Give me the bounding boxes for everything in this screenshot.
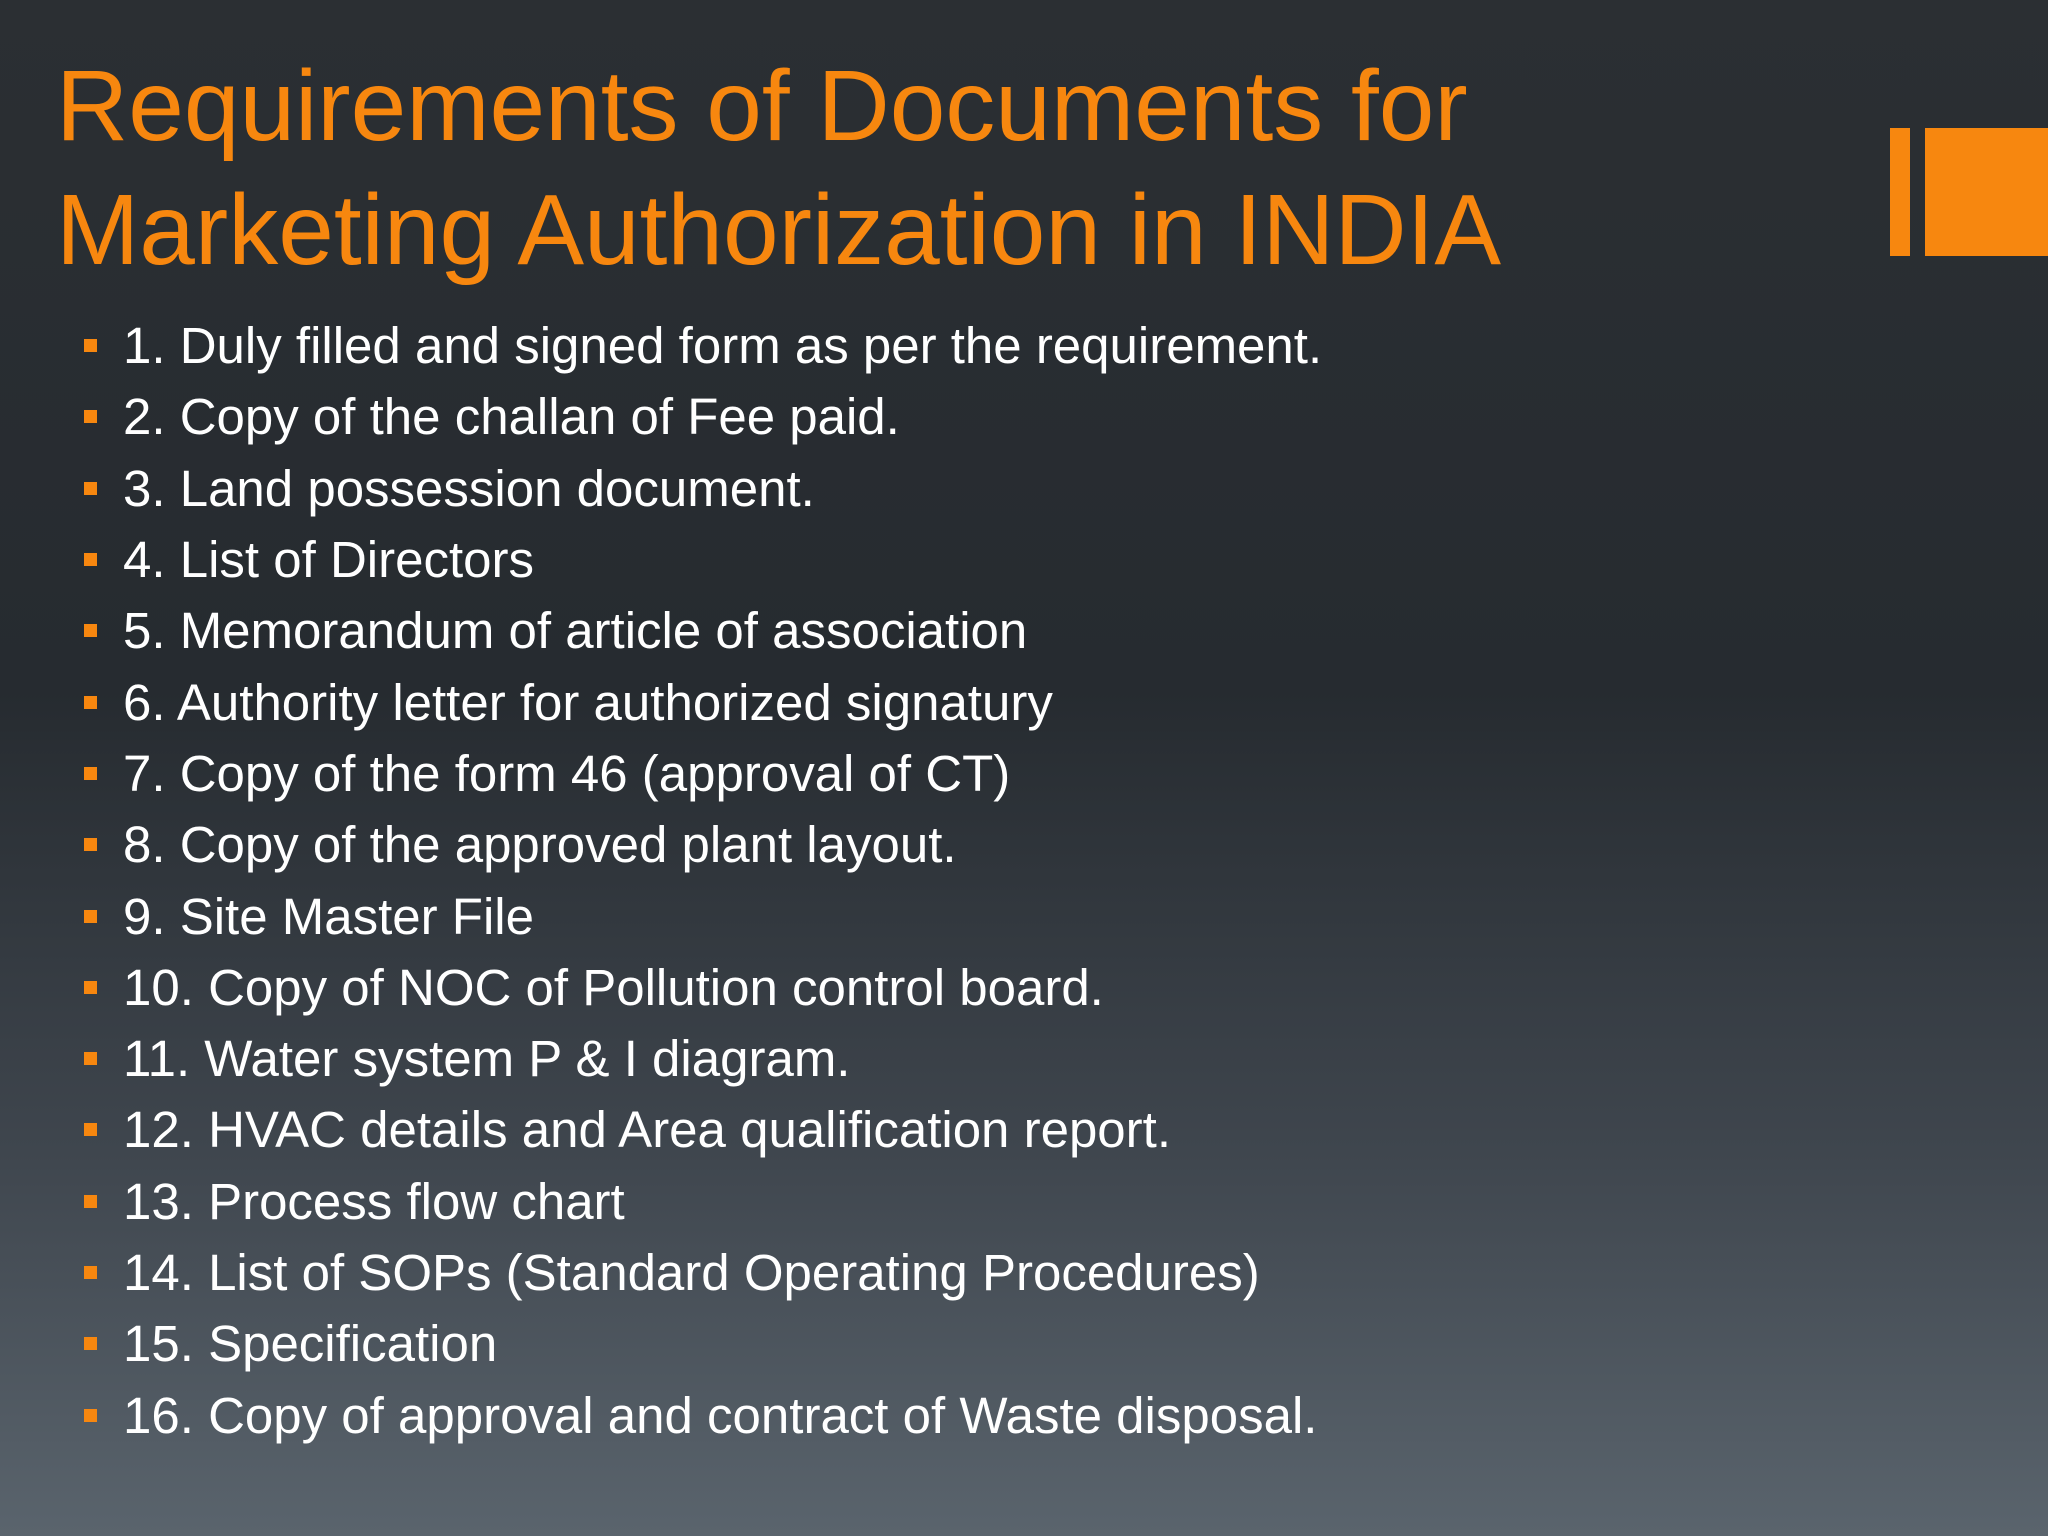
list-item: 9. Site Master File xyxy=(84,880,1322,951)
square-bullet-icon xyxy=(84,838,97,851)
square-bullet-icon xyxy=(84,767,97,780)
decorative-accent-block xyxy=(1925,128,2048,256)
square-bullet-icon xyxy=(84,1123,97,1136)
square-bullet-icon xyxy=(84,1337,97,1350)
title-line-2: Marketing Authorization in INDIA xyxy=(56,174,1502,286)
square-bullet-icon xyxy=(84,410,97,423)
square-bullet-icon xyxy=(84,910,97,923)
list-item: 7. Copy of the form 46 (approval of CT) xyxy=(84,738,1322,809)
square-bullet-icon xyxy=(84,482,97,495)
square-bullet-icon xyxy=(84,1052,97,1065)
square-bullet-icon xyxy=(84,339,97,352)
square-bullet-icon xyxy=(84,624,97,637)
square-bullet-icon xyxy=(84,696,97,709)
list-item: 5. Memorandum of article of association xyxy=(84,595,1322,666)
list-item: 6. Authority letter for authorized signatury xyxy=(84,666,1322,737)
square-bullet-icon xyxy=(84,1195,97,1208)
list-item: 2. Copy of the challan of Fee paid. xyxy=(84,381,1322,452)
list-item: 11. Water system P & I diagram. xyxy=(84,1023,1322,1094)
square-bullet-icon xyxy=(84,1409,97,1422)
square-bullet-icon xyxy=(84,981,97,994)
list-item: 16. Copy of approval and contract of Waste disposal. xyxy=(84,1379,1322,1450)
list-item: 13. Process flow chart xyxy=(84,1166,1322,1237)
square-bullet-icon xyxy=(84,553,97,566)
list-item: 4. List of Directors xyxy=(84,524,1322,595)
list-item: 1. Duly filled and signed form as per the requirement. xyxy=(84,310,1322,381)
list-item: 10. Copy of NOC of Pollution control board. xyxy=(84,952,1322,1023)
square-bullet-icon xyxy=(84,1266,97,1279)
decorative-accent-bar xyxy=(1890,128,1910,256)
list-item: 8. Copy of the approved plant layout. xyxy=(84,809,1322,880)
requirements-list xyxy=(84,310,1322,1451)
list-item: 12. HVAC details and Area qualification report. xyxy=(84,1094,1322,1165)
list-item: 14. List of SOPs (Standard Operating Procedures) xyxy=(84,1237,1322,1308)
title-line-1: Requirements of Documents for xyxy=(56,50,1468,162)
list-item: 3. Land possession document. xyxy=(84,453,1322,524)
slide-title xyxy=(56,44,1816,292)
list-item: 15. Specification xyxy=(84,1308,1322,1379)
